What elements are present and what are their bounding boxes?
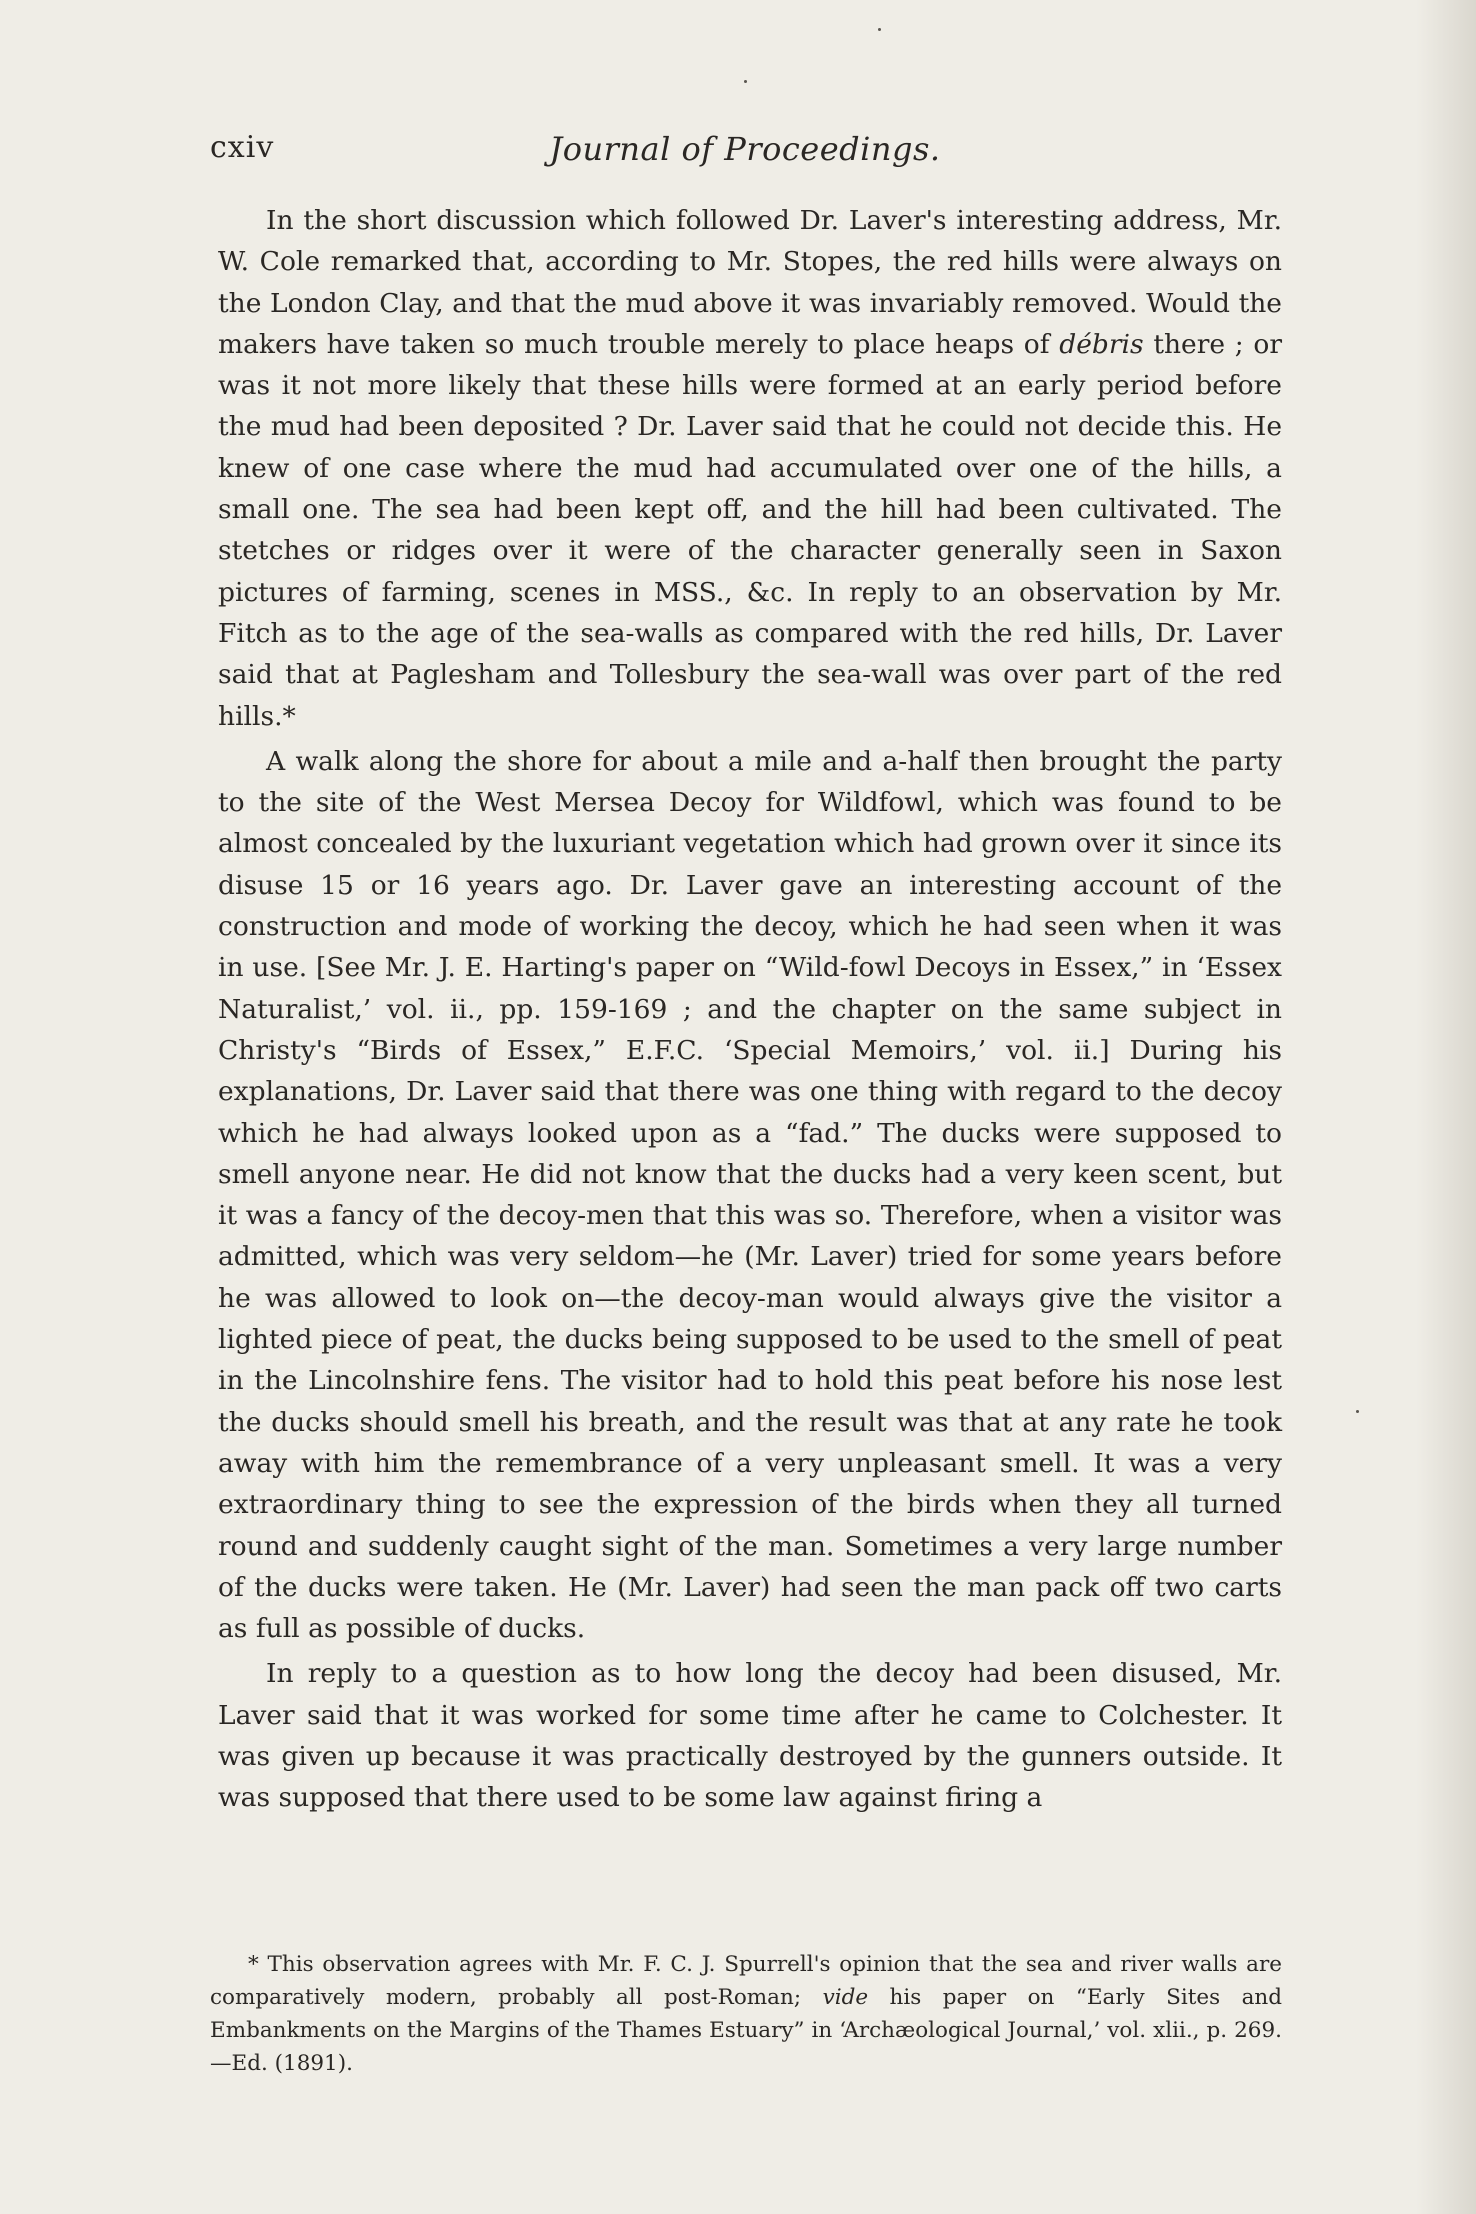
- speck-mark: [878, 28, 881, 31]
- page-number: cxiv: [210, 130, 275, 165]
- paragraph-discussion: [218, 200, 1282, 737]
- speck-mark: [744, 80, 747, 83]
- footnote: [210, 1948, 1282, 2080]
- paragraph-decoy-walk: [218, 741, 1282, 1650]
- footnote-italic-word: vide: [822, 1985, 869, 2010]
- paragraph-decoy-disused: [218, 1653, 1282, 1818]
- paragraph-text: A walk along the shore for about a mile and a-half then brought the party to the site of the West Mersea Decoy for Wildfowl, which was found to be almost concealed by the luxuriant vegetation which had grown over it since its disuse 15 or 16 years ago. Dr. Laver gave an interesting account of the construction and mode of working the decoy, which he had seen when it was in use. [See Mr. J. E. Harting's paper on “Wild-fowl Decoys in Essex,” in ‘Essex Naturalist,’ vol. ii., pp. 159-169 ; and the chapter on the same subject in Christy's “Birds of Essex,” E.F.C. ‘Special Memoirs,’ vol. ii.] During his explanations, Dr. Laver said that there was one thing with regard to the decoy which he had always looked upon as a “fad.” The ducks were supposed to smell anyone near. He did not know that the ducks had a very keen scent, but it was a fancy of the decoy-men that this was so. Therefore, when a visitor was admitted, which was very seldom—he (Mr. Laver) tried for some years before he was allowed to look on—the decoy-man would always give the visitor a lighted piece of peat, the ducks being supposed to be used to the smell of peat in the Lincolnshire fens. The visitor had to hold this peat before his nose lest the ducks should smell his breath, and the result was that at any rate he took away with him the remembrance of a very unpleasant smell. It was a very extraordinary thing to see the expression of the birds when they all turned round and suddenly caught sight of the man. Sometimes a very large number of the ducks were taken. He (Mr. Laver) had seen the man pack off two carts as full as possible of ducks.: [218, 745, 1282, 1645]
- footnote-text: his paper on “Early Sites and Embankments on the Margins of the Thames Estuary” in ‘Archæological Journal,’ vol. xlii., p. 269.—Ed. (1891).: [210, 1985, 1282, 2076]
- footnote-text: * This observation agrees with Mr. F. C. J. Spurrell's opinion that the sea and river walls are comparatively modern, probably all post-Roman;: [210, 1952, 1282, 2010]
- page-header: [210, 130, 1280, 180]
- italic-word: débris: [1059, 328, 1144, 360]
- paragraph-text: In the short discussion which followed Dr. Laver's interesting address, Mr. W. Cole remarked that, according to Mr. Stopes, the red hills were always on the London Clay, and that the mud above it was invariably removed. Would the makers have taken so much trouble merely to place heaps of: [218, 205, 1282, 360]
- paragraph-text: there ; or was it not more likely that these hills were formed at an early period before the mud had been deposited ? Dr. Laver said that he could not decide this. He knew of one case where the mud had accumulated over one of the hills, a small one. The sea had been kept off, and the hill had been cultivated. The stetches or ridges over it were of the character generally seen in Saxon pictures of farming, scenes in MSS., &c. In reply to an observation by Mr. Fitch as to the age of the sea-walls as compared with the red hills, Dr. Laver said that at Paglesham and Tollesbury the sea-wall was over part of the red hills.*: [218, 328, 1282, 732]
- body-text: [218, 200, 1282, 1823]
- running-title: Journal of Proceedings.: [549, 130, 941, 168]
- speck-mark: [1356, 1410, 1359, 1413]
- page-edge-shadow: [1416, 0, 1476, 2214]
- paragraph-text: In reply to a question as to how long the decoy had been disused, Mr. Laver said that it was worked for some time after he came to Colchester. It was given up because it was practically destroyed by the gunners outside. It was supposed that there used to be some law against firing a: [218, 1658, 1282, 1814]
